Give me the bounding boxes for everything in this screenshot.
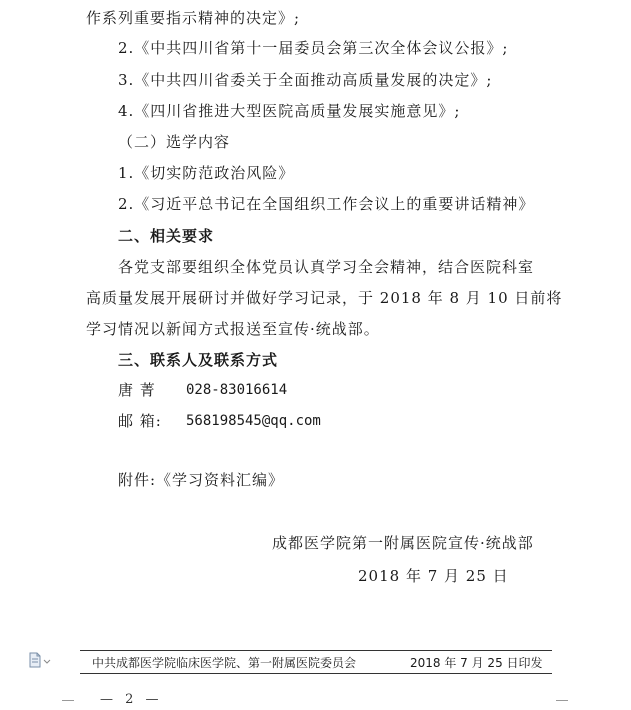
email-value: 568198545@qq.com [186,413,321,429]
requirements-paragraph-line-2: 高质量发展开展研讨并做好学习记录，于 2018 年 8 月 10 日前将 [86,289,563,307]
section-heading-contacts: 三、联系人及联系方式 [118,351,279,369]
page-number: — 2 — [100,692,163,707]
required-reading-item-4: 4.《四川省推进大型医院高质量发展实施意见》; [118,102,461,120]
section-heading-requirements: 二、相关要求 [118,227,215,245]
footer-bottom-rule [80,673,552,674]
footer-print-date: 2018 年 7 月 25 日印发 [410,656,543,670]
email-label: 邮 箱: [118,412,162,430]
contact-name: 唐 菁 [118,381,156,399]
text-line: 作系列重要指示精神的决定》; [86,9,301,27]
signature-date: 2018 年 7 月 25 日 [358,567,509,585]
page-corner-mark-right [556,700,568,709]
optional-reading-heading: （二）选学内容 [118,133,231,151]
footer-issuer: 中共成都医学院临床医学院、第一附属医院委员会 [92,656,357,670]
page-corner-mark-left [62,700,74,709]
requirements-paragraph-line-1: 各党支部要组织全体党员认真学习全会精神，结合医院科室 [118,258,535,276]
attachment-line: 附件:《学习资料汇编》 [118,471,285,489]
document-icon[interactable] [28,652,52,670]
required-reading-item-2: 2.《中共四川省第十一届委员会第三次全体会议公报》; [118,39,509,57]
contact-phone: 028-83016614 [186,382,288,398]
optional-reading-item-1: 1.《切实防范政治风险》 [118,164,295,182]
optional-reading-item-2: 2.《习近平总书记在全国组织工作会议上的重要讲话精神》 [118,195,535,213]
footer-top-rule [80,650,552,651]
required-reading-item-3: 3.《中共四川省委关于全面推动高质量发展的决定》; [118,71,493,89]
requirements-paragraph-line-3: 学习情况以新闻方式报送至宣传·统战部。 [86,320,380,338]
signature-organization: 成都医学院第一附属医院宣传·统战部 [272,534,534,552]
